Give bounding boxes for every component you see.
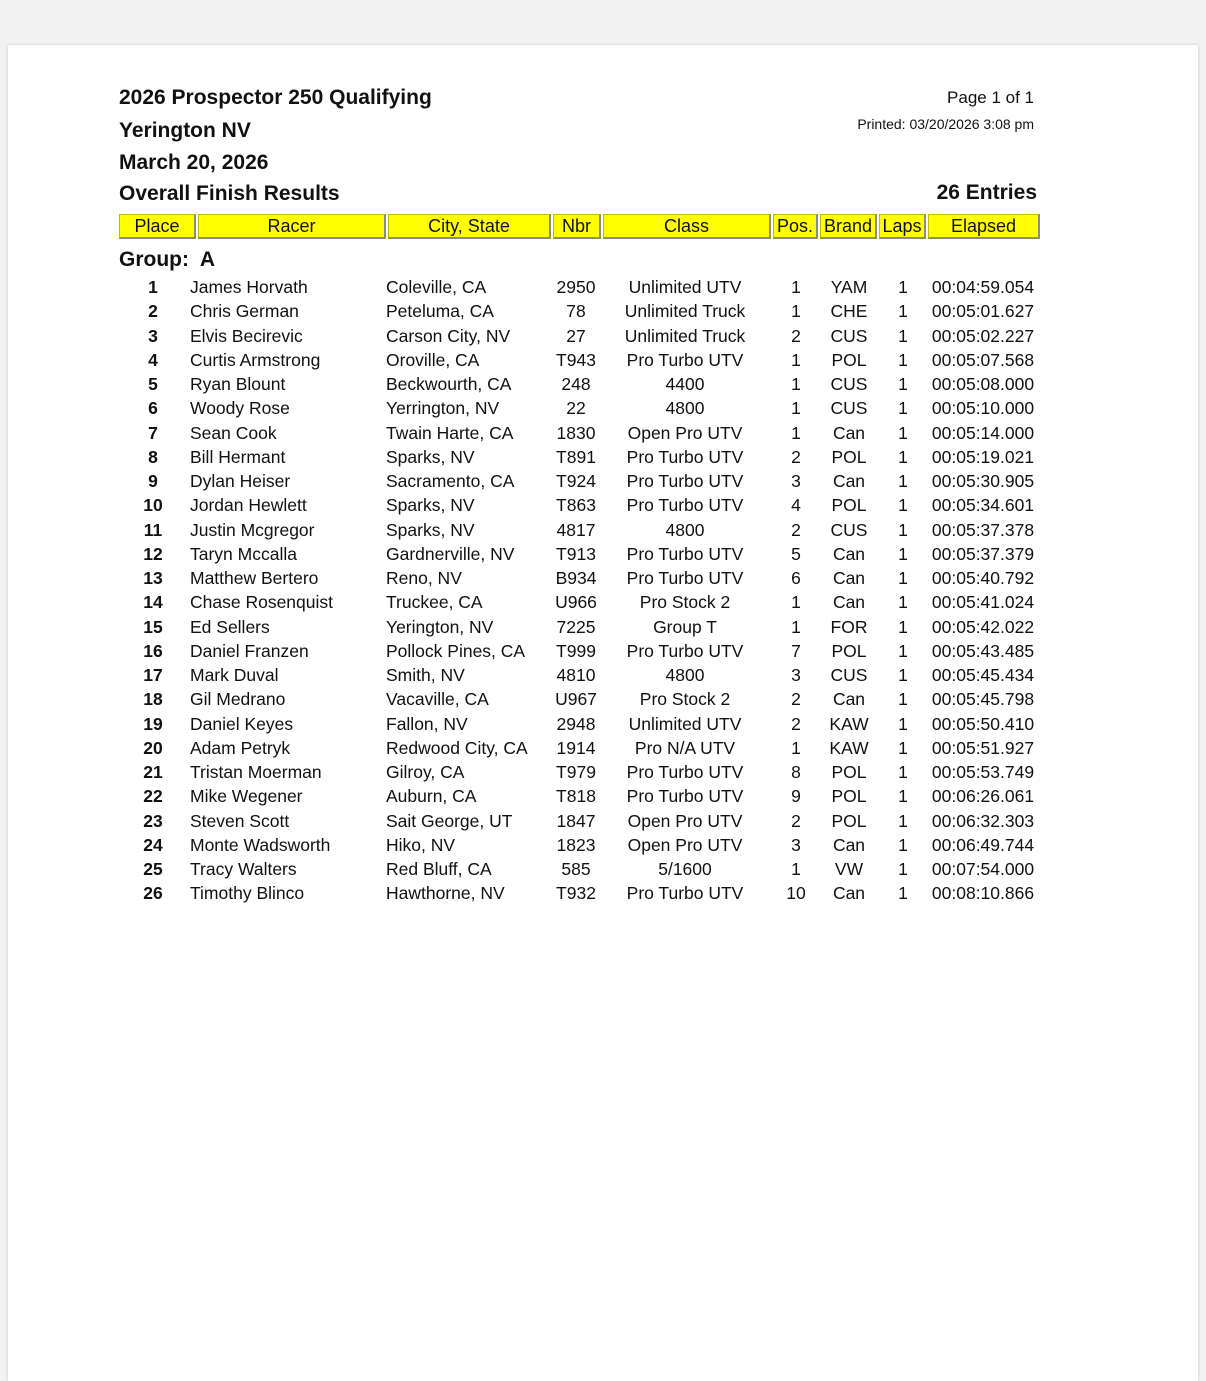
row-pos: 2: [791, 810, 801, 831]
row-brand: POL: [831, 762, 867, 782]
row-laps: 1: [898, 616, 908, 637]
row-pos: 1: [791, 592, 801, 613]
row-pos: 5: [791, 543, 801, 564]
row-elapsed: 00:06:49.744: [931, 834, 1035, 855]
row-pos: 1: [791, 277, 801, 297]
row-brand: VW: [834, 859, 864, 879]
row-nbr: 27: [566, 325, 586, 346]
row-pos: 7: [791, 640, 801, 661]
row-city-state: Sait George, UT: [386, 810, 513, 831]
row-pos: 2: [791, 446, 801, 467]
row-class: Pro Turbo UTV: [626, 640, 744, 661]
row-brand: POL: [831, 786, 867, 807]
row-place: 4: [148, 349, 158, 370]
row-racer: Tristan Moerman: [190, 762, 322, 782]
row-city-state: Hawthorne, NV: [386, 883, 505, 904]
row-brand: Can: [832, 883, 866, 904]
row-class: Pro Turbo UTV: [626, 446, 744, 467]
table-row: [8, 372, 1198, 396]
row-pos: 1: [791, 616, 801, 637]
row-laps: 1: [898, 762, 908, 782]
row-racer: Ryan Blount: [190, 374, 286, 394]
row-city-state: Carson City, NV: [386, 325, 511, 346]
row-place: 15: [143, 616, 163, 637]
row-laps: 1: [898, 519, 908, 540]
row-elapsed: 00:05:45.434: [931, 665, 1035, 685]
row-city-state: Oroville, CA: [386, 349, 480, 370]
row-nbr: T863: [556, 495, 596, 516]
row-racer: Timothy Blinco: [190, 883, 305, 904]
row-place: 8: [148, 446, 158, 467]
row-class: 5/1600: [658, 859, 712, 879]
column-header-elapsed: Elapsed: [928, 214, 1040, 239]
row-class: Pro Turbo UTV: [626, 762, 744, 782]
row-place: 3: [148, 325, 158, 346]
row-racer: Gil Medrano: [190, 689, 286, 710]
group-value: A: [199, 248, 216, 271]
row-racer: Mike Wegener: [190, 786, 303, 807]
row-elapsed: 00:05:37.379: [931, 543, 1035, 564]
row-place: 13: [143, 568, 163, 588]
row-racer: Chris German: [190, 301, 299, 322]
row-pos: 8: [791, 762, 801, 782]
row-racer: Elvis Becirevic: [190, 325, 303, 346]
row-elapsed: 00:05:08.000: [931, 374, 1035, 394]
row-class: 4400: [665, 374, 705, 394]
row-brand: Can: [832, 543, 866, 564]
row-brand: POL: [831, 495, 867, 516]
row-laps: 1: [898, 592, 908, 613]
row-place: 7: [148, 422, 158, 443]
row-racer: Jordan Hewlett: [190, 495, 307, 516]
row-elapsed: 00:05:01.627: [931, 301, 1035, 322]
row-pos: 2: [791, 519, 801, 540]
row-city-state: Redwood City, CA: [386, 737, 528, 758]
row-nbr: T979: [556, 762, 596, 782]
row-class: Pro Stock 2: [639, 689, 731, 710]
row-racer: Ed Sellers: [190, 616, 270, 637]
row-laps: 1: [898, 325, 908, 346]
row-place: 11: [143, 519, 163, 540]
row-elapsed: 00:05:40.792: [931, 568, 1035, 588]
row-pos: 9: [791, 786, 801, 807]
row-elapsed: 00:05:45.798: [931, 689, 1035, 710]
row-elapsed: 00:05:51.927: [931, 737, 1035, 758]
row-brand: CHE: [830, 301, 868, 322]
row-elapsed: 00:05:14.000: [931, 422, 1035, 443]
row-elapsed: 00:05:41.024: [931, 592, 1035, 613]
row-class: Pro N/A UTV: [634, 737, 736, 758]
table-row: [8, 809, 1198, 833]
row-elapsed: 00:05:30.905: [931, 471, 1035, 491]
row-nbr: 1847: [556, 810, 596, 831]
row-class: Pro Turbo UTV: [626, 543, 744, 564]
row-place: 23: [143, 810, 163, 831]
row-pos: 2: [791, 713, 801, 734]
row-laps: 1: [898, 834, 908, 855]
row-pos: 1: [791, 859, 801, 879]
row-laps: 1: [898, 568, 908, 588]
row-place: 18: [143, 689, 163, 710]
row-city-state: Truckee, CA: [386, 592, 483, 613]
row-pos: 3: [791, 834, 801, 855]
row-place: 14: [143, 592, 163, 613]
row-pos: 10: [786, 883, 806, 904]
row-place: 20: [143, 737, 163, 758]
row-city-state: Twain Harte, CA: [386, 422, 514, 443]
row-city-state: Sacramento, CA: [386, 471, 515, 491]
row-racer: Chase Rosenquist: [190, 592, 333, 613]
event-location: Yerington NV: [119, 119, 251, 142]
row-racer: Sean Cook: [190, 422, 277, 443]
row-city-state: Auburn, CA: [386, 786, 477, 807]
column-header-nbr: Nbr: [553, 214, 601, 239]
row-class: Pro Turbo UTV: [626, 786, 744, 807]
row-class: Unlimited Truck: [624, 325, 746, 346]
row-city-state: Gilroy, CA: [386, 762, 465, 782]
row-city-state: Red Bluff, CA: [386, 859, 492, 879]
row-nbr: T932: [556, 883, 596, 904]
row-laps: 1: [898, 543, 908, 564]
table-row: [8, 639, 1198, 663]
row-place: 17: [143, 665, 163, 685]
table-row: [8, 760, 1198, 784]
row-brand: Can: [832, 689, 866, 710]
row-nbr: T891: [556, 446, 596, 467]
row-class: 4800: [665, 665, 705, 685]
row-racer: Bill Hermant: [190, 446, 286, 467]
table-row: [8, 469, 1198, 493]
row-class: Pro Turbo UTV: [626, 568, 744, 588]
row-laps: 1: [898, 495, 908, 516]
row-class: Pro Stock 2: [639, 592, 731, 613]
row-place: 26: [143, 883, 163, 904]
table-row: [8, 275, 1198, 299]
row-nbr: 22: [566, 398, 586, 419]
row-racer: Adam Petryk: [190, 737, 291, 758]
row-city-state: Sparks, NV: [386, 519, 475, 540]
row-class: Unlimited Truck: [624, 301, 746, 322]
table-row: [8, 590, 1198, 614]
row-brand: Can: [832, 568, 866, 588]
row-city-state: Pollock Pines, CA: [386, 640, 526, 661]
row-class: Open Pro UTV: [627, 810, 743, 831]
table-row: [8, 445, 1198, 469]
row-brand: FOR: [830, 616, 868, 637]
row-nbr: T913: [556, 543, 596, 564]
row-class: Pro Turbo UTV: [626, 349, 744, 370]
column-header-racer: Racer: [198, 214, 386, 239]
row-brand: KAW: [829, 737, 869, 758]
table-row: [8, 396, 1198, 420]
row-laps: 1: [898, 640, 908, 661]
column-header-pos: Pos.: [773, 214, 818, 239]
row-city-state: Hiko, NV: [386, 834, 456, 855]
table-row: [8, 518, 1198, 542]
printed-timestamp: Printed: 03/20/2026 3:08 pm: [857, 116, 1034, 132]
row-laps: 1: [898, 810, 908, 831]
row-racer: Justin Mcgregor: [190, 519, 315, 540]
row-class: Group T: [653, 616, 717, 637]
column-header-brand: Brand: [820, 214, 877, 239]
row-laps: 1: [898, 301, 908, 322]
row-laps: 1: [898, 349, 908, 370]
results-page: [8, 45, 1198, 1381]
row-place: 1: [148, 277, 158, 297]
table-row: [8, 421, 1198, 445]
row-class: Open Pro UTV: [627, 422, 743, 443]
row-racer: Curtis Armstrong: [190, 349, 321, 370]
row-pos: 1: [791, 737, 801, 758]
row-elapsed: 00:08:10.866: [931, 883, 1035, 904]
row-nbr: 2950: [556, 277, 596, 297]
row-brand: POL: [831, 446, 867, 467]
row-brand: Can: [832, 422, 866, 443]
row-place: 24: [143, 834, 163, 855]
row-place: 6: [148, 398, 158, 419]
row-city-state: Coleville, CA: [386, 277, 487, 297]
row-racer: Monte Wadsworth: [190, 834, 331, 855]
row-laps: 1: [898, 689, 908, 710]
table-row: [8, 857, 1198, 881]
row-place: 22: [143, 786, 163, 807]
row-nbr: 1830: [556, 422, 596, 443]
row-elapsed: 00:04:59.054: [931, 277, 1035, 297]
row-city-state: Yerrington, NV: [386, 398, 500, 419]
row-nbr: 4817: [556, 519, 596, 540]
table-row: [8, 493, 1198, 517]
table-row: [8, 299, 1198, 323]
row-pos: 2: [791, 325, 801, 346]
row-laps: 1: [898, 446, 908, 467]
row-city-state: Peteluma, CA: [386, 301, 494, 322]
row-pos: 1: [791, 349, 801, 370]
row-racer: Tracy Walters: [190, 859, 297, 879]
row-class: Open Pro UTV: [627, 834, 743, 855]
row-elapsed: 00:05:02.227: [931, 325, 1035, 346]
row-place: 19: [143, 713, 163, 734]
row-city-state: Sparks, NV: [386, 446, 475, 467]
row-pos: 4: [791, 495, 801, 516]
row-class: Pro Turbo UTV: [626, 471, 744, 491]
row-brand: KAW: [829, 713, 869, 734]
row-class: Pro Turbo UTV: [626, 883, 744, 904]
row-laps: 1: [898, 737, 908, 758]
row-racer: Steven Scott: [190, 810, 290, 831]
results-table: [8, 275, 1198, 906]
row-place: 5: [148, 374, 158, 394]
row-elapsed: 00:06:32.303: [931, 810, 1035, 831]
row-elapsed: 00:05:34.601: [931, 495, 1035, 516]
column-header-laps: Laps: [879, 214, 926, 239]
row-class: 4800: [665, 398, 705, 419]
row-class: Unlimited UTV: [628, 713, 742, 734]
table-row: [8, 712, 1198, 736]
row-class: Pro Turbo UTV: [626, 495, 744, 516]
table-row: [8, 833, 1198, 857]
row-pos: 1: [791, 374, 801, 394]
row-nbr: U966: [555, 592, 597, 613]
table-row: [8, 663, 1198, 687]
row-racer: Woody Rose: [190, 398, 290, 419]
report-subtitle: Overall Finish Results: [119, 182, 340, 205]
row-racer: Daniel Keyes: [190, 713, 294, 734]
row-elapsed: 00:05:43.485: [931, 640, 1035, 661]
row-nbr: 585: [561, 859, 591, 879]
column-header-place: Place: [119, 214, 196, 239]
row-elapsed: 00:06:26.061: [931, 786, 1035, 807]
row-brand: CUS: [830, 398, 868, 419]
row-place: 2: [148, 301, 158, 322]
row-brand: CUS: [830, 325, 868, 346]
row-brand: CUS: [830, 665, 868, 685]
column-header-class: Class: [603, 214, 771, 239]
row-city-state: Beckwourth, CA: [386, 374, 512, 394]
row-nbr: 78: [566, 301, 586, 322]
row-brand: CUS: [830, 519, 868, 540]
row-city-state: Vacaville, CA: [386, 689, 489, 710]
column-header-city-state: City, State: [388, 214, 551, 239]
row-pos: 6: [791, 568, 801, 588]
row-pos: 3: [791, 665, 801, 685]
row-laps: 1: [898, 713, 908, 734]
event-title: 2026 Prospector 250 Qualifying: [119, 86, 432, 109]
row-nbr: 7225: [556, 616, 596, 637]
row-nbr: T999: [556, 640, 596, 661]
row-brand: Can: [832, 592, 866, 613]
row-laps: 1: [898, 422, 908, 443]
row-brand: Can: [832, 471, 866, 491]
row-elapsed: 00:05:19.021: [931, 446, 1035, 467]
event-date: March 20, 2026: [119, 151, 269, 174]
row-racer: Mark Duval: [190, 665, 279, 685]
table-row: [8, 566, 1198, 590]
row-brand: POL: [831, 349, 867, 370]
row-place: 12: [143, 543, 163, 564]
table-row: [8, 687, 1198, 711]
row-pos: 3: [791, 471, 801, 491]
row-elapsed: 00:05:53.749: [931, 762, 1035, 782]
row-laps: 1: [898, 665, 908, 685]
group-label: [119, 248, 215, 272]
row-place: 21: [143, 762, 163, 782]
row-nbr: B934: [555, 568, 597, 588]
row-brand: POL: [831, 810, 867, 831]
group-label-text: Group:: [119, 248, 189, 271]
row-laps: 1: [898, 883, 908, 904]
row-class: 4800: [665, 519, 705, 540]
row-laps: 1: [898, 277, 908, 297]
row-elapsed: 00:05:42.022: [931, 616, 1035, 637]
table-row: [8, 324, 1198, 348]
row-brand: CUS: [830, 374, 868, 394]
row-pos: 2: [791, 689, 801, 710]
row-city-state: Smith, NV: [386, 665, 465, 685]
row-brand: YAM: [830, 277, 868, 297]
table-row: [8, 348, 1198, 372]
row-nbr: T818: [556, 786, 596, 807]
row-laps: 1: [898, 859, 908, 879]
row-pos: 1: [791, 422, 801, 443]
row-brand: POL: [831, 640, 867, 661]
row-elapsed: 00:07:54.000: [931, 859, 1035, 879]
row-racer: Matthew Bertero: [190, 568, 319, 588]
row-nbr: T924: [556, 471, 596, 491]
row-place: 9: [148, 471, 158, 491]
row-laps: 1: [898, 786, 908, 807]
row-elapsed: 00:05:07.568: [931, 349, 1035, 370]
row-class: Unlimited UTV: [628, 277, 742, 297]
row-nbr: T943: [556, 349, 596, 370]
row-pos: 1: [791, 398, 801, 419]
row-nbr: 2948: [556, 713, 596, 734]
row-nbr: 1823: [556, 834, 596, 855]
entries-count: 26 Entries: [936, 181, 1037, 204]
row-nbr: 4810: [556, 665, 596, 685]
row-city-state: Gardnerville, NV: [386, 543, 515, 564]
table-row: [8, 615, 1198, 639]
page-number: Page 1 of 1: [947, 88, 1034, 107]
table-row: [8, 784, 1198, 808]
row-nbr: U967: [555, 689, 597, 710]
row-place: 25: [143, 859, 163, 879]
row-city-state: Sparks, NV: [386, 495, 475, 516]
row-laps: 1: [898, 471, 908, 491]
row-city-state: Reno, NV: [386, 568, 462, 588]
row-city-state: Fallon, NV: [386, 713, 468, 734]
row-laps: 1: [898, 398, 908, 419]
table-row: [8, 736, 1198, 760]
row-place: 16: [143, 640, 163, 661]
row-nbr: 248: [561, 374, 591, 394]
row-place: 10: [143, 495, 163, 516]
row-elapsed: 00:05:37.378: [931, 519, 1035, 540]
row-pos: 1: [791, 301, 801, 322]
row-racer: Taryn Mccalla: [190, 543, 297, 564]
row-racer: James Horvath: [190, 277, 308, 297]
row-elapsed: 00:05:50.410: [931, 713, 1035, 734]
row-city-state: Yerington, NV: [386, 616, 494, 637]
row-laps: 1: [898, 374, 908, 394]
table-row: [8, 542, 1198, 566]
table-row: [8, 881, 1198, 905]
row-racer: Daniel Franzen: [190, 640, 309, 661]
row-nbr: 1914: [556, 737, 596, 758]
row-elapsed: 00:05:10.000: [931, 398, 1035, 419]
row-racer: Dylan Heiser: [190, 471, 291, 491]
row-brand: Can: [832, 834, 866, 855]
